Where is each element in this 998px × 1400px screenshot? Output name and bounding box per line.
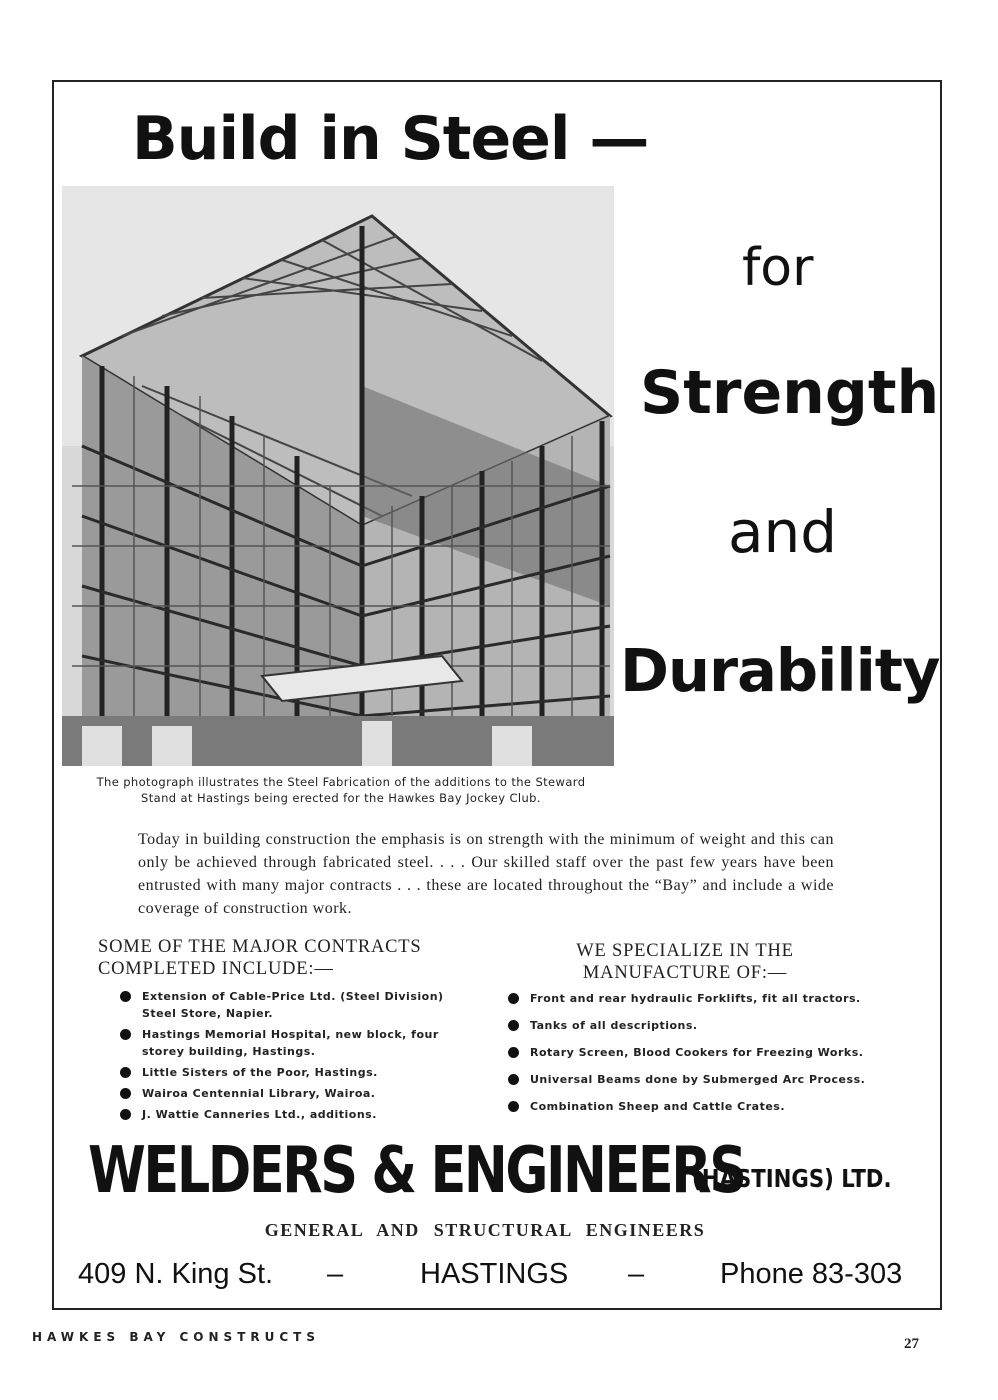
list-item (508, 1071, 873, 1088)
bullet-icon (120, 991, 131, 1002)
page-number: 27 (904, 1336, 919, 1352)
specialize-item-text: Front and rear hydraulic Forklifts, fit all tractors. (530, 992, 861, 1005)
bullet-icon (508, 1020, 519, 1031)
specialize-heading: WE SPECIALIZE IN THE MANUFACTURE OF:— (576, 941, 794, 983)
company-tagline: GENERAL AND STRUCTURAL ENGINEERS (264, 1220, 706, 1240)
company-name: WELDERS & ENGINEERS (88, 1134, 745, 1208)
bullet-icon (120, 1067, 131, 1078)
photo-caption: The photograph illustrates the Steel Fabrication of the additions to the Steward Stand at Hastings being erected for the Hawkes Bay Jockey Club. (96, 775, 586, 805)
contracts-heading: SOME OF THE MAJOR CONTRACTS COMPLETED INCLUDE:— (98, 937, 422, 979)
company-phone: Phone 83-303 (720, 1258, 903, 1290)
specialize-item-text: Universal Beams done by Submerged Arc Process. (530, 1073, 866, 1086)
slogan-strength: Strength (640, 358, 940, 428)
list-item (508, 1098, 873, 1115)
list-item (120, 988, 475, 1022)
ad-border-right (940, 80, 942, 1310)
headline: Build in Steel — (132, 104, 649, 174)
publication-title: HAWKES BAY CONSTRUCTS (32, 1330, 320, 1344)
slogan-and: and (728, 498, 838, 566)
specialize-item-text: Tanks of all descriptions. (530, 1019, 698, 1032)
bullet-icon (508, 1047, 519, 1058)
slogan-durability: Durability (620, 636, 940, 705)
ad-border-left (52, 80, 54, 1310)
bullet-icon (120, 1029, 131, 1040)
company-suffix: (HASTINGS) LTD. (692, 1164, 892, 1193)
list-item (120, 1064, 475, 1081)
contract-item-text: Little Sisters of the Poor, Hastings. (142, 1066, 378, 1079)
slogan-for: for (742, 238, 814, 298)
contact-separator: – (628, 1258, 645, 1290)
contracts-list (120, 988, 475, 1127)
company-address: 409 N. King St. (78, 1258, 274, 1290)
bullet-icon (508, 993, 519, 1004)
bullet-icon (508, 1101, 519, 1112)
list-item (120, 1106, 475, 1123)
list-item (120, 1085, 475, 1102)
contract-item-text: J. Wattie Canneries Ltd., additions. (142, 1108, 377, 1121)
bullet-icon (120, 1109, 131, 1120)
list-item (508, 1044, 873, 1061)
bullet-icon (120, 1088, 131, 1099)
intro-paragraph: Today in building construction the emphasis is on strength with the minimum of weight and this can only be achieved through fabricated steel. . . . Our skilled staff over the past few years have been entrusted with many major contracts . . . these are located throughout the “Bay” and include a wide coverage of construction work. (138, 831, 834, 917)
ad-border-bottom (52, 1308, 942, 1310)
ad-border-top (52, 80, 942, 82)
contact-separator: – (327, 1258, 344, 1290)
list-item (508, 990, 873, 1007)
steel-frame-illustration (62, 186, 614, 766)
specialize-item-text: Combination Sheep and Cattle Crates. (530, 1100, 786, 1113)
list-item (120, 1026, 475, 1060)
company-city: HASTINGS (420, 1258, 569, 1290)
bullet-icon (508, 1074, 519, 1085)
specialize-list (508, 990, 873, 1125)
contract-item-text: Hastings Memorial Hospital, new block, four storey building, Hastings. (142, 1028, 439, 1058)
contract-item-text: Wairoa Centennial Library, Wairoa. (142, 1087, 376, 1100)
list-item (508, 1017, 873, 1034)
steel-frame-photo (62, 186, 614, 766)
specialize-item-text: Rotary Screen, Blood Cookers for Freezing Works. (530, 1046, 864, 1059)
contract-item-text: Extension of Cable-Price Ltd. (Steel Division) Steel Store, Napier. (142, 990, 444, 1020)
